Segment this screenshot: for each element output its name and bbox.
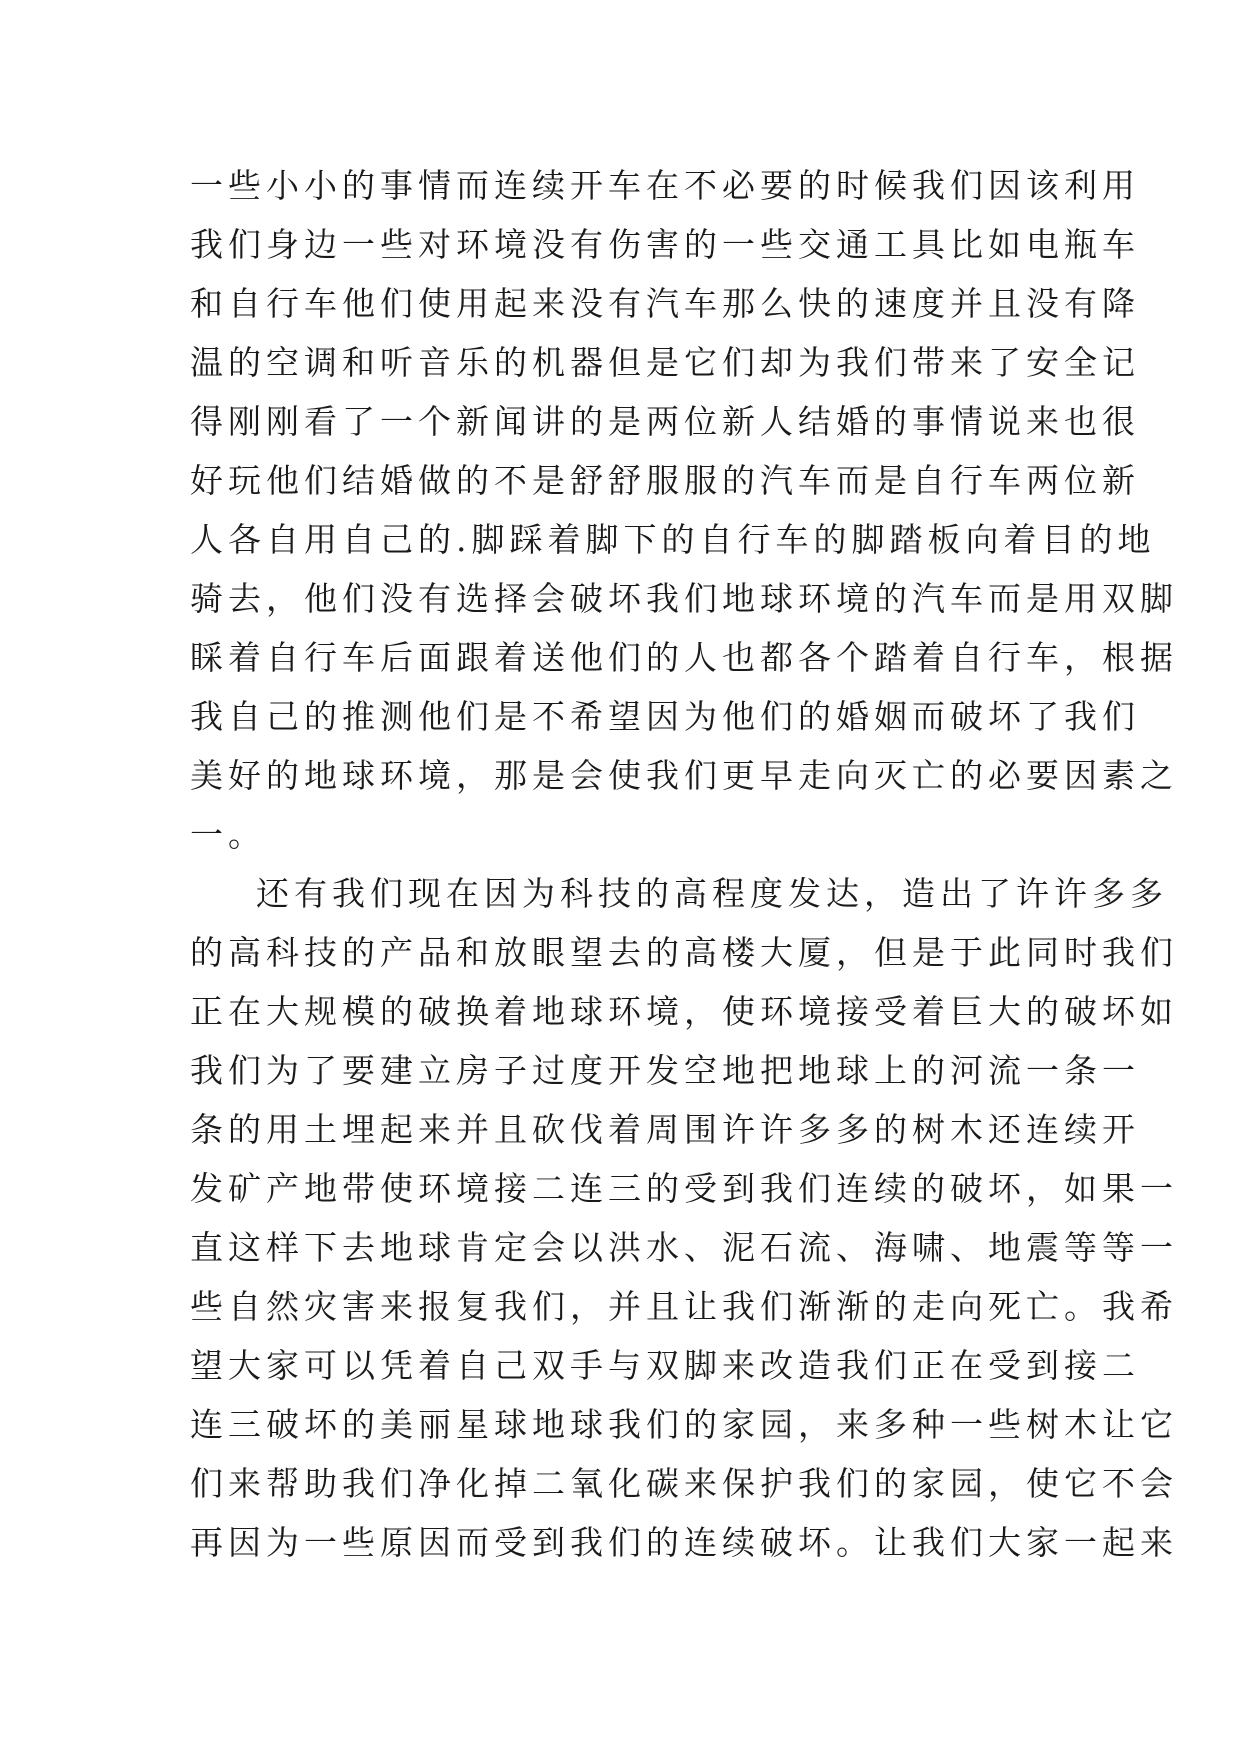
text-line: 温的空调和听音乐的机器但是它们却为我们带来了安全记	[190, 343, 1140, 382]
text-line: 些自然灾害来报复我们，并且让我们渐渐的走向死亡。我希	[190, 1287, 1178, 1326]
text-line: 望大家可以凭着自己双手与双脚来改造我们正在受到接二	[190, 1346, 1140, 1385]
text-line: 我们身边一些对环境没有伤害的一些交通工具比如电瓶车	[190, 225, 1140, 264]
text-line: 睬着自行车后面跟着送他们的人也都各个踏着自行车，根据	[190, 638, 1178, 677]
text-line: 一些小小的事情而连续开车在不必要的时候我们因该利用	[190, 166, 1140, 205]
text-line: 还有我们现在因为科技的高程度发达，造出了许许多多	[256, 874, 1168, 913]
text-line: 好玩他们结婚做的不是舒舒服服的汽车而是自行车两位新	[190, 461, 1140, 500]
text-line: 直这样下去地球肯定会以洪水、泥石流、海啸、地震等等一	[190, 1228, 1178, 1267]
text-line: 发矿产地带使环境接二连三的受到我们连续的破坏，如果一	[190, 1169, 1178, 1208]
text-line: 的高科技的产品和放眼望去的高楼大厦，但是于此同时我们	[190, 933, 1178, 972]
text-line: 条的用土埋起来并且砍伐着周围许许多多的树木还连续开	[190, 1110, 1140, 1149]
paragraph-2	[190, 864, 1178, 1572]
text-line: 人各自用自己的.脚踩着脚下的自行车的脚踏板向着目的地	[190, 520, 1156, 559]
text-line: 连三破坏的美丽星球地球我们的家园，来多种一些树木让它	[190, 1405, 1178, 1444]
text-line: 我自己的推测他们是不希望因为他们的婚姻而破坏了我们	[190, 697, 1140, 736]
text-line: 正在大规模的破换着地球环境，使环境接受着巨大的破坏如	[190, 992, 1178, 1031]
text-line: 我们为了要建立房子过度开发空地把地球上的河流一条一	[190, 1051, 1140, 1090]
text-line: 和自行车他们使用起来没有汽车那么快的速度并且没有降	[190, 284, 1140, 323]
document-body	[190, 156, 1178, 1572]
text-line: 骑去，他们没有选择会破坏我们地球环境的汽车而是用双脚	[190, 579, 1178, 618]
text-line: 美好的地球环境，那是会使我们更早走向灭亡的必要因素之	[190, 756, 1178, 795]
text-line: 得刚刚看了一个新闻讲的是两位新人结婚的事情说来也很	[190, 402, 1140, 441]
text-line: 一。	[190, 815, 266, 854]
text-line: 们来帮助我们净化掉二氧化碳来保护我们的家园，使它不会	[190, 1464, 1178, 1503]
text-line: 再因为一些原因而受到我们的连续破坏。让我们大家一起来	[190, 1523, 1178, 1562]
paragraph-1	[190, 156, 1178, 864]
